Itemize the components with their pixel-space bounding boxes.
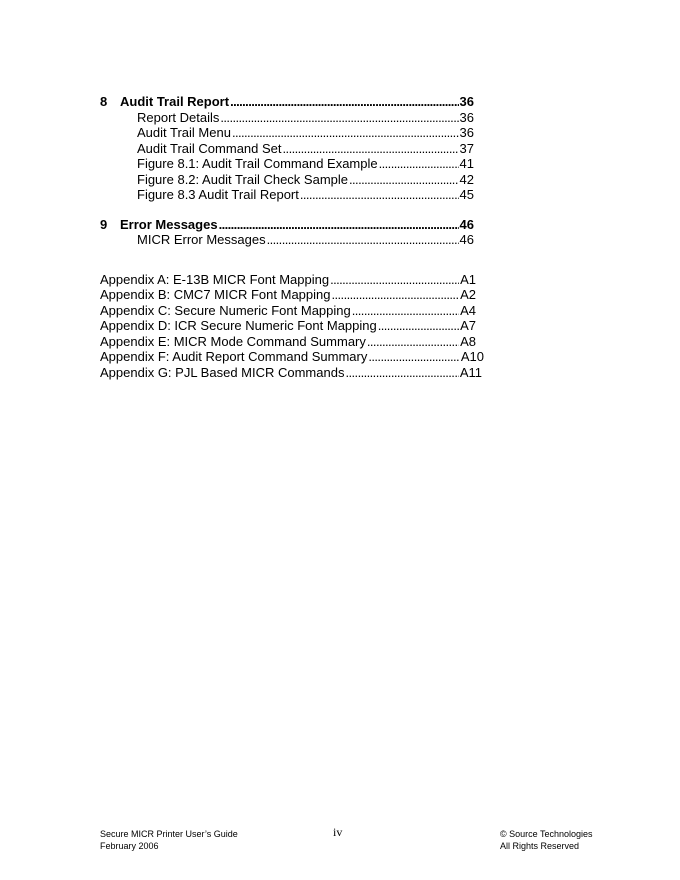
toc-appendix-e[interactable] bbox=[100, 334, 476, 350]
footer-date: February 2006 bbox=[100, 841, 159, 851]
spacer bbox=[100, 203, 480, 217]
toc-entry[interactable] bbox=[100, 187, 474, 203]
footer-left bbox=[100, 828, 238, 852]
footer-rights: All Rights Reserved bbox=[500, 841, 580, 851]
dot-leader bbox=[267, 232, 459, 248]
page-number: A8 bbox=[460, 333, 476, 349]
toc-appendix-d[interactable] bbox=[100, 318, 476, 334]
entry-label: Figure 8.1: Audit Trail Command Example bbox=[137, 156, 378, 171]
toc-appendix-a[interactable] bbox=[100, 272, 476, 288]
page-number: 42 bbox=[459, 171, 474, 187]
page-number: A7 bbox=[460, 318, 476, 333]
dot-leader bbox=[378, 318, 459, 334]
chapter-number: 9 bbox=[100, 216, 108, 232]
dot-leader bbox=[331, 287, 459, 303]
dot-leader bbox=[232, 125, 459, 141]
page-number: 46 bbox=[459, 216, 474, 232]
entry-label: Figure 8.3 Audit Trail Report bbox=[137, 187, 299, 202]
dot-leader bbox=[330, 272, 459, 288]
page-number: A1 bbox=[460, 271, 476, 287]
appendix-label: Appendix D: ICR Secure Numeric Font Mapping bbox=[100, 318, 377, 333]
page-number: 46 bbox=[459, 232, 474, 247]
toc-appendix-c[interactable] bbox=[100, 303, 476, 319]
dot-leader bbox=[219, 217, 459, 233]
appendix-label: Appendix C: Secure Numeric Font Mapping bbox=[100, 302, 351, 318]
toc-entry[interactable] bbox=[100, 125, 474, 141]
page-number: 45 bbox=[459, 187, 474, 202]
dot-leader bbox=[283, 141, 459, 157]
toc-appendix-g[interactable] bbox=[100, 365, 482, 381]
page-number: 36 bbox=[459, 109, 474, 125]
toc-entry[interactable] bbox=[100, 141, 474, 157]
dot-leader bbox=[230, 94, 458, 110]
page-number: 36 bbox=[459, 125, 474, 140]
entry-label: Audit Trail Menu bbox=[137, 125, 231, 140]
footer-doc-title: Secure MICR Printer User’s Guide bbox=[100, 829, 238, 839]
toc-chapter-9[interactable] bbox=[100, 217, 474, 233]
entry-label: Report Details bbox=[137, 109, 220, 125]
page-number: A11 bbox=[459, 364, 482, 380]
toc-entry[interactable] bbox=[100, 156, 474, 172]
appendix-label: Appendix E: MICR Mode Command Summary bbox=[100, 333, 366, 349]
appendix-label: Appendix F: Audit Report Command Summary bbox=[100, 349, 368, 364]
table-of-contents bbox=[100, 94, 484, 380]
page-number: 41 bbox=[459, 156, 474, 171]
entry-label: MICR Error Messages bbox=[137, 232, 266, 247]
entry-label: Audit Trail Command Set bbox=[137, 140, 282, 156]
page-number: A2 bbox=[460, 287, 476, 302]
dot-leader bbox=[349, 172, 459, 188]
dot-leader bbox=[220, 110, 458, 126]
appendix-label: Appendix B: CMC7 MICR Font Mapping bbox=[100, 287, 331, 302]
dot-leader bbox=[300, 187, 459, 203]
toc-entry[interactable] bbox=[100, 232, 474, 248]
toc-entry[interactable] bbox=[100, 110, 474, 126]
spacer bbox=[100, 248, 480, 272]
toc-entry[interactable] bbox=[100, 172, 474, 188]
appendix-label: Appendix A: E-13B MICR Font Mapping bbox=[100, 271, 330, 287]
dot-leader bbox=[345, 365, 458, 381]
dot-leader bbox=[367, 334, 459, 350]
dot-leader bbox=[368, 349, 460, 365]
entry-label: Figure 8.2: Audit Trail Check Sample bbox=[137, 171, 348, 187]
page-number: A4 bbox=[460, 302, 476, 318]
page-number: A10 bbox=[460, 349, 484, 364]
chapter-title: Error Messages bbox=[120, 216, 218, 232]
footer-page-number: iv bbox=[333, 825, 343, 839]
toc-appendix-f[interactable] bbox=[100, 349, 484, 365]
dot-leader bbox=[352, 303, 459, 319]
toc-appendix-b[interactable] bbox=[100, 287, 476, 303]
chapter-number: 8 bbox=[100, 94, 108, 109]
dot-leader bbox=[379, 156, 459, 172]
chapter-title: Audit Trail Report bbox=[120, 94, 230, 109]
footer-right bbox=[500, 828, 593, 852]
toc-chapter-8[interactable] bbox=[100, 94, 474, 110]
appendix-label: Appendix G: PJL Based MICR Commands bbox=[100, 364, 345, 380]
footer-copyright: © Source Technologies bbox=[500, 829, 593, 839]
page-number: 36 bbox=[459, 94, 474, 109]
page-number: 37 bbox=[459, 140, 474, 156]
